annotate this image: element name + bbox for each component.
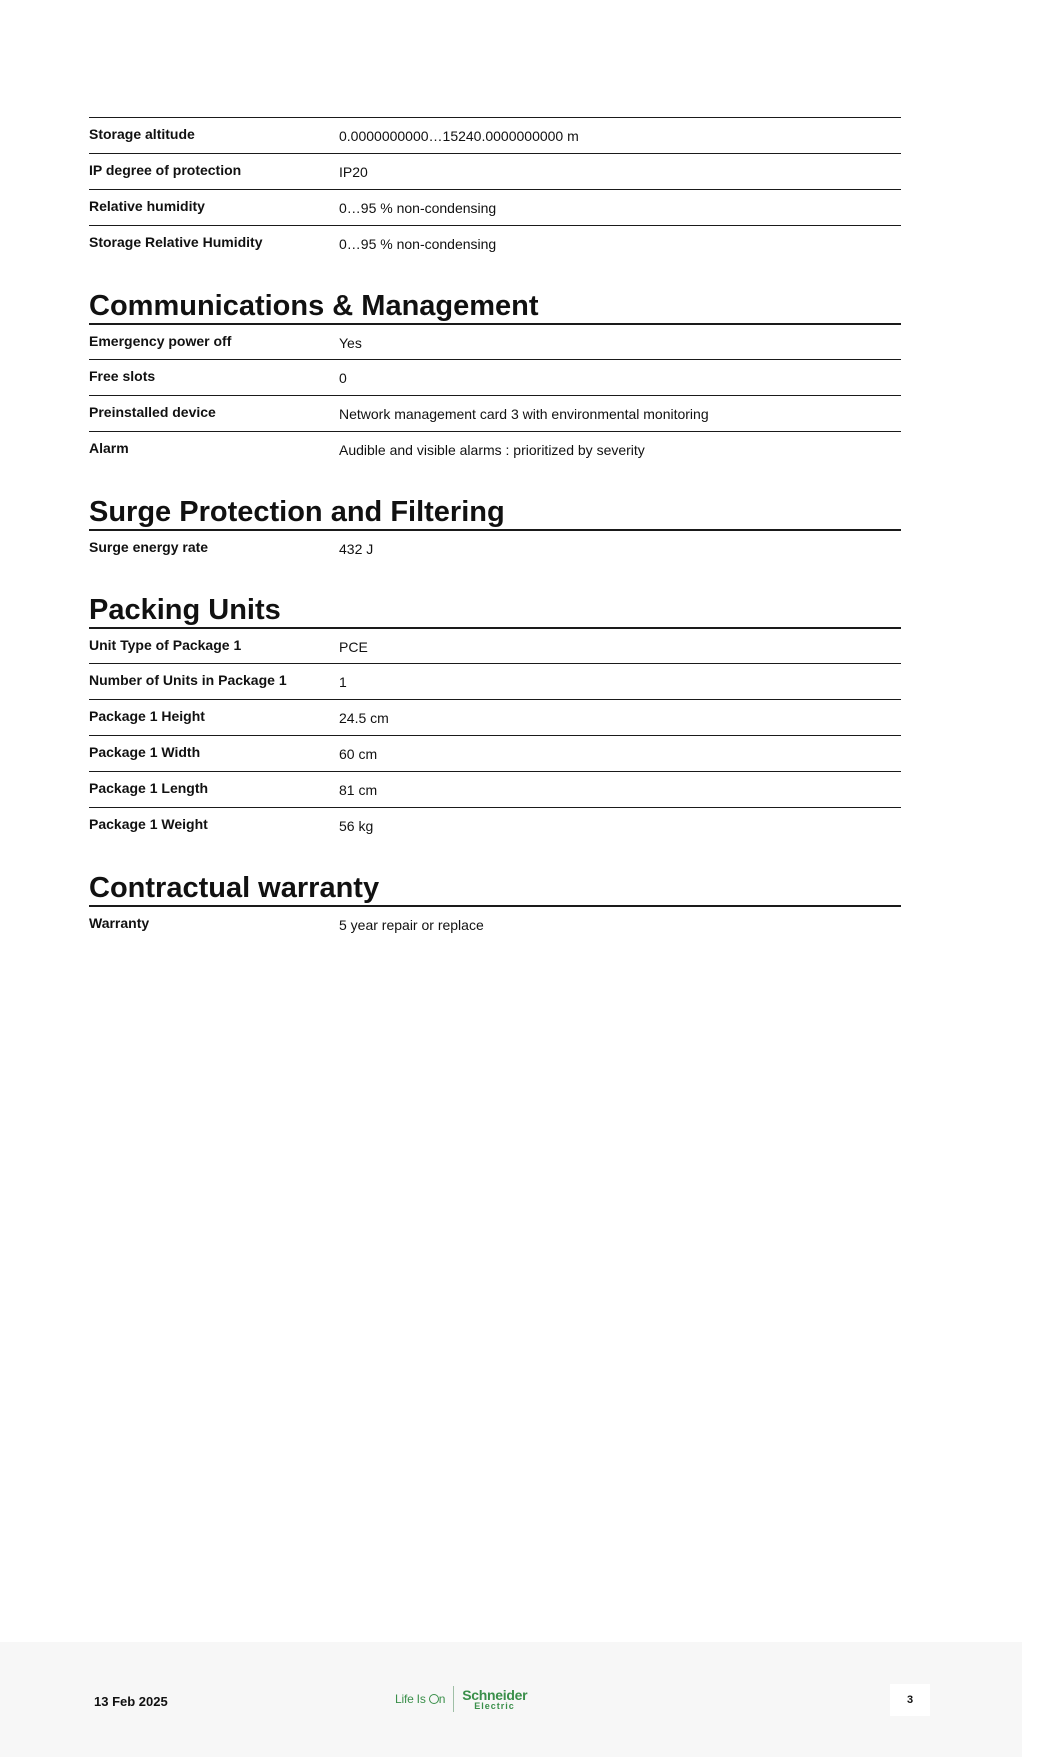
section-communications-management — [89, 289, 901, 467]
spec-row — [89, 153, 901, 189]
life-is-on-tagline — [395, 1692, 445, 1706]
section-packing-units — [89, 593, 901, 843]
spec-row — [89, 735, 901, 771]
spec-label: Relative humidity — [89, 198, 205, 214]
footer-date: 13 Feb 2025 — [94, 1694, 168, 1709]
spec-label: Free slots — [89, 368, 156, 384]
spec-value: Audible and visible alarms : prioritized by severity — [339, 442, 645, 458]
spec-row — [89, 359, 901, 395]
spec-row — [89, 699, 901, 735]
page-number: 3 — [890, 1684, 930, 1716]
brand-wordmark — [462, 1688, 527, 1711]
section-title: Communications & Management — [89, 290, 539, 322]
spec-row — [89, 627, 901, 663]
spec-label: Unit Type of Package 1 — [89, 637, 242, 653]
power-icon — [429, 1694, 439, 1704]
spec-label: Package 1 Width — [89, 744, 201, 760]
schneider-logo — [395, 1685, 527, 1713]
spec-value: 0…95 % non-condensing — [339, 200, 497, 216]
spec-value: 56 kg — [339, 818, 374, 834]
spec-row — [89, 663, 901, 699]
spec-value: 0.0000000000…15240.0000000000 m — [339, 128, 579, 144]
spec-label: Number of Units in Package 1 — [89, 672, 287, 688]
spec-label: Warranty — [89, 915, 150, 931]
spec-value: 432 J — [339, 541, 374, 557]
spec-value: 81 cm — [339, 782, 378, 798]
spec-label: Emergency power off — [89, 333, 232, 349]
spec-row — [89, 771, 901, 807]
spec-row — [89, 323, 901, 359]
spec-table-environment — [89, 117, 901, 261]
section-title: Packing Units — [89, 594, 281, 626]
section-title: Contractual warranty — [89, 872, 380, 904]
spec-label: Package 1 Height — [89, 708, 205, 724]
spec-value: 24.5 cm — [339, 710, 389, 726]
spec-label: Preinstalled device — [89, 404, 216, 420]
spec-label: Alarm — [89, 440, 129, 456]
spec-label: Package 1 Length — [89, 780, 209, 796]
spec-value: PCE — [339, 639, 368, 655]
spec-row — [89, 905, 901, 941]
spec-label: Surge energy rate — [89, 539, 209, 555]
spec-value: IP20 — [339, 164, 368, 180]
tagline-suffix: n — [438, 1692, 446, 1706]
spec-label: IP degree of protection — [89, 162, 242, 178]
spec-label: Storage altitude — [89, 126, 195, 142]
section-title: Surge Protection and Filtering — [89, 496, 505, 528]
spec-value: Network management card 3 with environmental monitoring — [339, 406, 709, 422]
brand-name: Schneider — [462, 1686, 528, 1703]
spec-value: Yes — [339, 335, 362, 351]
spec-value: 0…95 % non-condensing — [339, 236, 497, 252]
spec-row — [89, 807, 901, 843]
spec-row — [89, 395, 901, 431]
spec-row — [89, 189, 901, 225]
spec-row — [89, 117, 901, 153]
spec-row — [89, 431, 901, 467]
spec-label: Package 1 Weight — [89, 816, 208, 832]
tagline-text: Life Is — [395, 1692, 429, 1706]
spec-value: 60 cm — [339, 746, 378, 762]
section-surge-protection — [89, 495, 901, 565]
spec-value: 0 — [339, 370, 347, 386]
page-footer — [0, 1642, 1022, 1757]
spec-row — [89, 529, 901, 565]
brand-subname: Electric — [474, 1700, 515, 1711]
spec-content — [89, 117, 901, 941]
section-contractual-warranty — [89, 871, 901, 941]
spec-label: Storage Relative Humidity — [89, 234, 263, 250]
spec-value: 1 — [339, 674, 347, 690]
spec-value: 5 year repair or replace — [339, 917, 484, 933]
logo-divider — [453, 1686, 454, 1712]
spec-row — [89, 225, 901, 261]
